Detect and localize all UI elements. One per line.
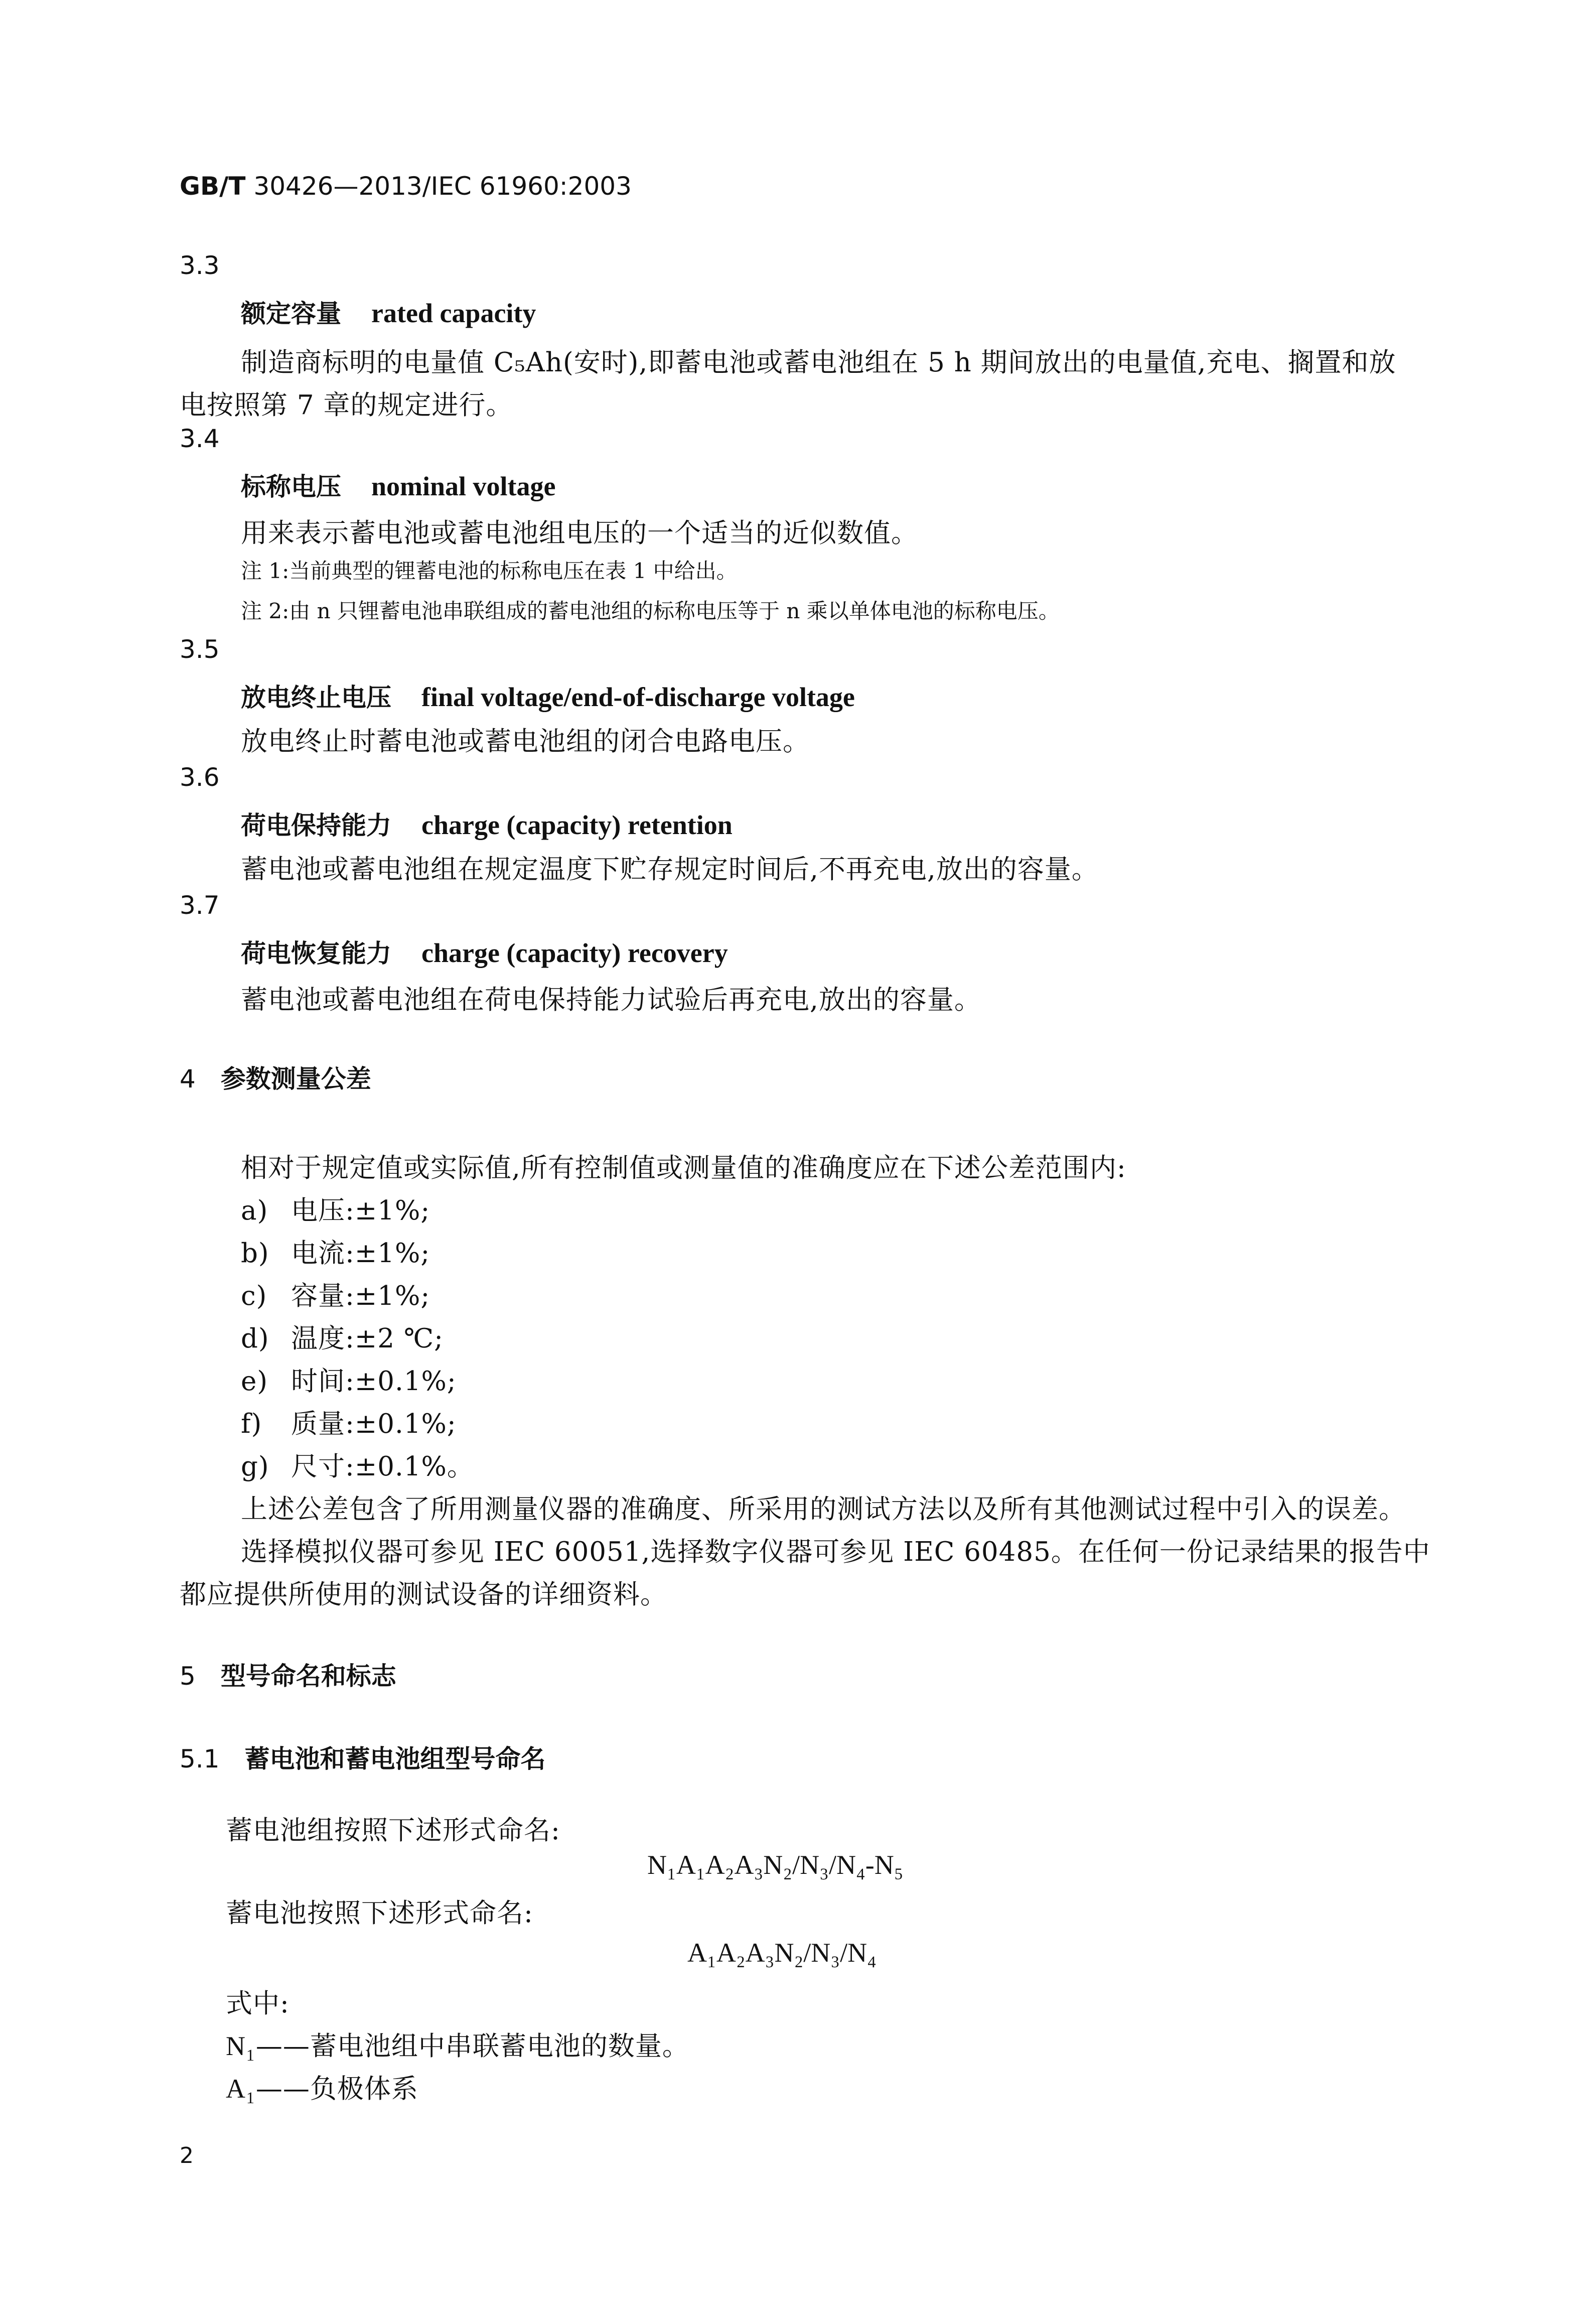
definition-text: 放电终止时蓄电池或蓄电池组的闭合电路电压。 bbox=[241, 726, 810, 757]
list-item bbox=[241, 1445, 474, 1483]
term-heading bbox=[241, 677, 855, 714]
section-title: 参数测量公差 bbox=[220, 1064, 371, 1094]
list-item bbox=[241, 1403, 457, 1441]
list-label: f) bbox=[241, 1409, 262, 1439]
note: 注 2:由 n 只锂蓄电池串联组成的蓄电池组的标称电压等于 n 乘以单体电池的标称电压。 bbox=[241, 599, 1060, 623]
term-en: final voltage/end-of-discharge voltage bbox=[421, 682, 855, 712]
section-heading bbox=[180, 1656, 396, 1692]
term-zh: 标称电压 bbox=[241, 472, 341, 501]
term-en: charge (capacity) retention bbox=[421, 810, 733, 840]
standard-number bbox=[180, 172, 632, 201]
paragraph: 选择模拟仪器可参见 IEC 60051,选择数字仪器可参见 IEC 60485。在任何一份记录结果的报告中 bbox=[241, 1537, 1430, 1567]
definition-text: 蓄电池或蓄电池组在荷电保持能力试验后再充电,放出的容量。 bbox=[241, 985, 981, 1015]
term-heading bbox=[241, 805, 733, 842]
formula: A₁A₂A₃N₂/N₃/N₄ bbox=[687, 1938, 877, 1968]
list-label: c) bbox=[241, 1281, 267, 1311]
definition-text: 蓄电池或蓄电池组在规定温度下贮存规定时间后,不再充电,放出的容量。 bbox=[241, 854, 1099, 885]
list-text: 电流:±1%; bbox=[291, 1238, 430, 1269]
section-number: 5 bbox=[180, 1662, 196, 1691]
paragraph: 都应提供所使用的测试设备的详细资料。 bbox=[180, 1579, 667, 1610]
term-en: nominal voltage bbox=[371, 471, 556, 501]
symbol: N₁ bbox=[226, 2031, 256, 2061]
list-text: 时间:±0.1%; bbox=[291, 1366, 457, 1397]
symbol-description: ——蓄电池组中串联蓄电池的数量。 bbox=[255, 2031, 689, 2062]
paragraph: 蓄电池按照下述形式命名: bbox=[226, 1898, 533, 1929]
list-label: a) bbox=[241, 1195, 268, 1226]
clause-number: 3.3 bbox=[180, 251, 220, 280]
list-item bbox=[241, 1317, 444, 1355]
note: 注 1:当前典型的锂蓄电池的标称电压在表 1 中给出。 bbox=[241, 559, 738, 583]
page-number: 2 bbox=[180, 2143, 194, 2168]
symbol-description: ——负极体系 bbox=[255, 2074, 418, 2104]
section-number: 4 bbox=[180, 1064, 196, 1094]
clause-number: 3.5 bbox=[180, 635, 220, 664]
where-label: 式中: bbox=[226, 1988, 289, 2019]
paragraph: 相对于规定值或实际值,所有控制值或测量值的准确度应在下述公差范围内: bbox=[241, 1153, 1126, 1183]
list-text: 电压:±1%; bbox=[291, 1195, 430, 1226]
subsection-number: 5.1 bbox=[180, 1744, 220, 1774]
list-item bbox=[241, 1232, 430, 1270]
clause-number: 3.7 bbox=[180, 891, 220, 920]
term-zh: 额定容量 bbox=[241, 299, 341, 328]
clause-number: 3.6 bbox=[180, 763, 220, 792]
standard-code: 30426—2013/IEC 61960:2003 bbox=[253, 172, 632, 201]
term-heading bbox=[241, 933, 728, 970]
list-item bbox=[241, 1275, 430, 1313]
symbol: A₁ bbox=[226, 2074, 256, 2104]
definition-text: 电按照第 7 章的规定进行。 bbox=[180, 390, 513, 421]
list-label: g) bbox=[241, 1451, 269, 1482]
term-zh: 荷电保持能力 bbox=[241, 810, 391, 840]
subsection-title: 蓄电池和蓄电池组型号命名 bbox=[244, 1744, 546, 1774]
symbol-definition bbox=[226, 2025, 689, 2063]
paragraph: 上述公差包含了所用测量仪器的准确度、所采用的测试方法以及所有其他测试过程中引入的误差。 bbox=[241, 1494, 1406, 1525]
term-en: charge (capacity) recovery bbox=[421, 938, 728, 968]
list-text: 温度:±2 ℃; bbox=[291, 1323, 444, 1354]
list-label: d) bbox=[241, 1323, 269, 1354]
clause-number: 3.4 bbox=[180, 424, 220, 453]
formula: N₁A₁A₂A₃N₂/N₃/N₄-N₅ bbox=[647, 1850, 904, 1880]
section-title: 型号命名和标志 bbox=[220, 1662, 396, 1691]
section-heading bbox=[180, 1059, 371, 1095]
list-label: e) bbox=[241, 1366, 268, 1397]
list-text: 质量:±0.1%; bbox=[291, 1409, 457, 1439]
list-item bbox=[241, 1189, 430, 1228]
term-en: rated capacity bbox=[371, 298, 536, 328]
symbol-definition bbox=[226, 2068, 418, 2106]
definition-text: 制造商标明的电量值 C₅Ah(安时),即蓄电池或蓄电池组在 5 h 期间放出的电量值,充电、搁置和放 bbox=[241, 347, 1396, 378]
standard-prefix: GB/T bbox=[180, 172, 246, 201]
term-heading bbox=[241, 294, 536, 330]
subsection-heading bbox=[180, 1739, 546, 1775]
term-heading bbox=[241, 467, 556, 503]
list-item bbox=[241, 1360, 457, 1398]
term-zh: 放电终止电压 bbox=[241, 683, 391, 712]
term-zh: 荷电恢复能力 bbox=[241, 938, 391, 968]
list-label: b) bbox=[241, 1238, 269, 1269]
definition-text: 用来表示蓄电池或蓄电池组电压的一个适当的近似数值。 bbox=[241, 518, 918, 549]
paragraph: 蓄电池组按照下述形式命名: bbox=[226, 1815, 560, 1846]
list-text: 容量:±1%; bbox=[291, 1281, 430, 1311]
list-text: 尺寸:±0.1%。 bbox=[291, 1451, 474, 1482]
